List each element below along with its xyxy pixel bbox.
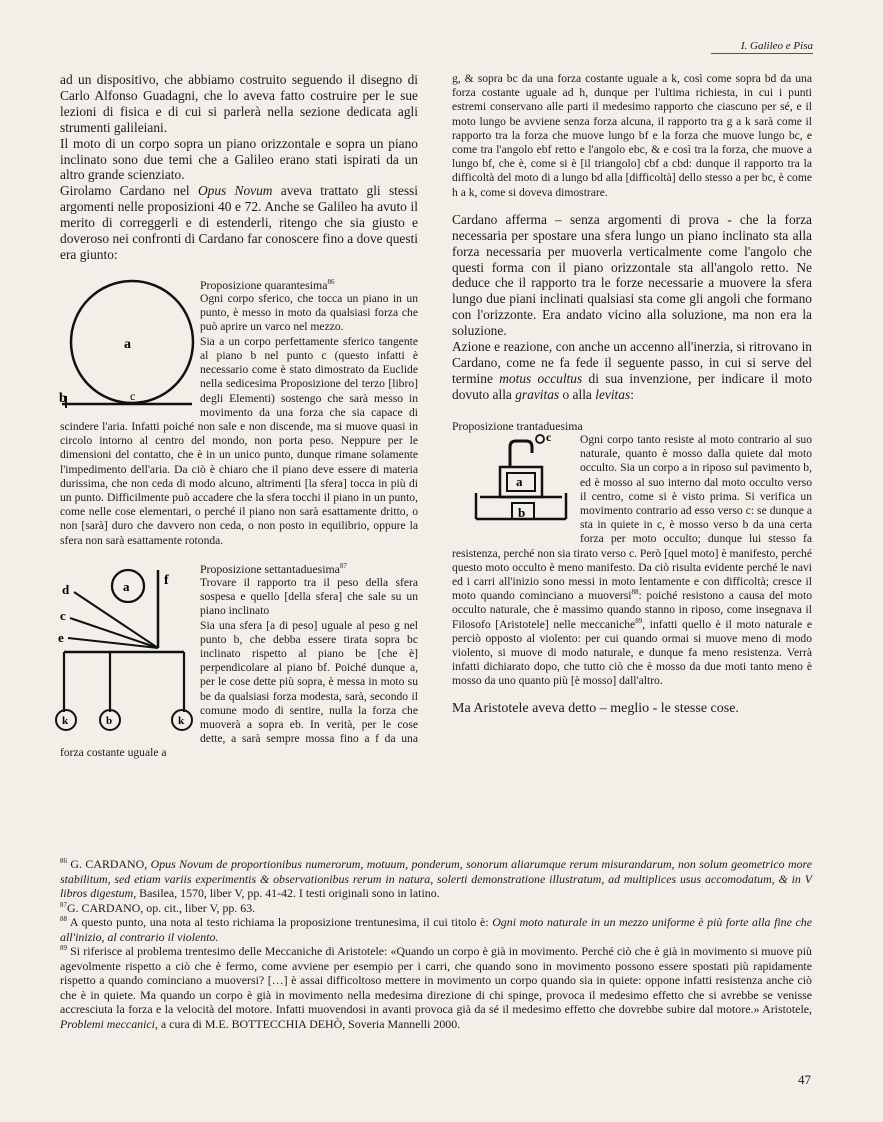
proposition-proof: Sia a un corpo perfettamente sferico tangente al piano b nel punto c (questo infatti è necessario come è stato dimostrato da Euclide nella sedicesima Proposizione del terzo [libro] degli Elementi) sostengo che sarà messo in movimento da una forza che sia capace di scindere l'aria. Infatti poiché non sale e non discende, ma si muove quasi in circolo intorno al centro del mondo, non porta peso. Neppure per le dimensioni del contatto, che è in un unico punto, dunque rimane solamente l'impedimento dell'aria. Da ciò è chiaro che il piano deve essere di materia durissima, che non ceda di modo alcuno, altrimenti [la sfera] tocca in più di un punto. Difficilmente può accadere che la sfera tocchi il piano in un punto, come nelle cose elementari, o perché il piano non sarà esattamente dritto, o non [sarà] duro che davvero non ceda, o non posto in equilibrio, oppure la sfera non sarà esattamente rotonda.: [60, 334, 418, 547]
footnote-88: $^{88}$ A questo punto, una nota al testo richiama la proposizione trentunesima, il cui titolo è: Ogni moto naturale in un mezzo uniforme è più forte alla fine che all'inizio, al contrario il violento.: [60, 915, 812, 944]
inclined-plane-weights-figure: [60, 562, 192, 732]
paragraph: Cardano afferma – senza argomenti di prova - che la forza necessaria per spostare una sfera lungo un piano inclinato sta alla forza necessaria per muoverla verticalmente come l'angolo che questi forma con il piano orizzontale sta all'angolo retto. Ne deduce che il rapporto tra le forze necessarie a muovere la sfera lungo due piani inclinati qualsiasi sta come gli angoli che formano con l'orizzonte. Era andato vicino alla soluzione, ma non era la soluzione.: [452, 211, 812, 339]
paragraph: ad un dispositivo, che abbiamo costruito seguendo il disegno di Carlo Alfonso Guadagni, che lo aveva fatto costruire per le sue lezioni di fisica e di cui si parlerà nella sezione dedicata agli strumenti galileiani.: [60, 72, 418, 135]
weight-label-2: b: [106, 714, 113, 727]
proposition-title: Proposizione settantaduesima$^{87}$: [200, 561, 347, 576]
figure-label-c: c: [60, 607, 66, 623]
footnote-87: $^{87}$G. CARDANO, op. cit., liber V, pp. 63.: [60, 900, 256, 915]
closing-sentence: Ma Aristotele aveva detto – meglio - le stesse cose.: [452, 700, 739, 716]
footnote-86: $^{86}$ G. CARDANO, Opus Novum de proportionibus numerorum, motuum, ponderum, sonorum aliarumque rerum misurandarum, non solum geometrico more stabilitum, sed etiam variis experimentis & observationibus rerum in natura, solerti demonstratione illustratum, ad multiplices usus accomodatum, & in V libros digestum, Basilea, 1570, liber V, pp. 41-42. I testi originali sono in latino.: [60, 857, 812, 900]
paragraph: Il moto di un corpo sopra un piano orizzontale e sopra un piano inclinato sono due temi che a Galileo erano stati ispirati da un altro grande scienziato.: [60, 135, 418, 183]
proposition-title: Proposizione trantaduesima: [452, 418, 583, 433]
figure-label-c: c: [546, 429, 552, 444]
proposition-40-block: [60, 278, 418, 548]
figure-label-a: a: [123, 578, 130, 594]
paragraph: Girolamo Cardano nel Opus Novum aveva trattato gli stessi argomenti nelle proposizioni 40 e 72. Anche se Galileo ha avuto il merito di correggerli e di estenderli, ritengo che sia giusto e doveroso nei confronti di Cardano far conoscere fino a dove questi era giunto:: [60, 183, 418, 262]
weight-label-3: k: [178, 714, 185, 727]
proposition-statement: Trovare il rapporto tra il peso della sfera sospesa e quello [della sfera] che sale su un piano inclinato: [200, 575, 418, 618]
figure-label-a: a: [516, 473, 523, 489]
paragraph: Azione e reazione, con anche un accenno all'inerzia, si ritrovano in Cardano, come ne fa fede il seguente passo, in cui si serve del termine motus occultus di sua invenzione, per indicare il moto dovuto alla gravitas o alla levitas:: [452, 339, 813, 402]
proposition-72-block: [60, 562, 418, 761]
proof-continuation: g, & sopra bc da una forza costante uguale a k, così come sopra bd da una forza costante uguale ad h, dunque per l'ultima richiesta, in cui i punti estremi conservano alle parti il medesimo rapporto che ciascuno per sé, e il moto lungo be avviene senza forza alcuna, il rapporto tra g a k sarà come il rapporto tra la forza che muove lungo bf e la forza che muove lungo bc, e come tra l'angolo ebf retto e l'angolo ebc, & e così tra la forza, che muove a lungo bf, che è, come si è [il triangolo] cbf a cbd: dunque il rapporto tra la difficoltà del moto di a lungo bd alla [difficoltà] dello stesso a per bc, è come h a k, come si doveva dimostrare.: [452, 72, 812, 199]
figure-label-a: a: [124, 336, 131, 352]
figure-label-c: c: [130, 388, 136, 403]
proposition-proof: Sia una sfera [a di peso] uguale al peso g nel punto b, che debba essere tirata sopra bc inclinato rispetto al piano be [che è] perpendicolare al piano bf. Poiché dunque a, per le cose dette più sopra, è messa in moto su be da qualsiasi forza modesta, sarà, secondo il comune modo di sentire, nulla la forza che muoverà a sopra eb. In verità, per le cose dette, a sarà sempre mossa fino a f da una forza costante uguale a: [60, 618, 418, 760]
proposition-31-block: [452, 419, 812, 689]
figure-label-b: b: [59, 390, 67, 406]
page-number: 47: [798, 1072, 811, 1087]
weight-label-1: k: [62, 714, 69, 727]
proposition-title: Proposizione quarantesima$^{86}$: [200, 277, 335, 292]
right-column: [452, 72, 812, 716]
figure-label-d: d: [62, 581, 70, 597]
figure-label-e: e: [58, 629, 64, 645]
running-header: I. Galileo e Pisa: [711, 40, 813, 54]
footnote-89: $^{89}$ Si riferisce al problema trentesimo delle Meccaniche di Aristotele: «Quando un corpo è già in movimento. Perché ciò che è già in movimento si muove più agevolmente rispetto a ciò che è fermo, come avviene per esempio per i carri, che quando sono in movimento possono essere spostati più rapidamente rispetto a quando cominciano a muoversi? […] è assai difficoltoso mettere in movimento un corpo quando sia in quiete: oppone infatti resistenza anche ciò che è in quiete. Ma quando un corpo è già in movimento nella medesima direzione di chi spinge, provoca il medesimo effetto che si avrebbe se venisse accresciuta la forza e la velocità del motore. Infatti muovendosi in avanti provoca già da sé il medesimo effetto che dovrebbe subire dal motore.» Aristotele, Problemi meccanici, a cura di M.E. BOTTECCHIA DEHÒ, Soveria Mannelli 2000.: [60, 944, 812, 1031]
figure-label-f: f: [164, 572, 169, 588]
sphere-on-plane-figure: [60, 278, 192, 416]
proposition-statement: Ogni corpo sferico, che tocca un piano in un punto, è messo in moto da qualsiasi forza che può aprire un varco nel mezzo.: [200, 292, 418, 334]
proposition-text: Ogni corpo tanto resiste al moto contrario al suo naturale, quanto è mosso dalla quiete dal moto occulto. Sia un corpo a in riposo sul pavimento b, ed è mosso al suo interno dal moto occulto verso il centro, come si è visto prima. Si verifica un movimento contrario ad esso verso c: se dunque a sta in quiete in c, è mosso verso b da una certa forza per moto occulto; dunque lui stesso fa resistenza, perché non sia tirato verso c. Però [quel moto] è manifesto, perché questo moto occulto è meno manifesto. Da ciò risulta evidente perché le navi ed i carri all'inizio sono messi in moto lentamente e con difficoltà; cresce il moto quando cominciano a muoversi$^{88}$: poiché resistono a causa del moto occulto naturale, che è massimo quando stanno in riposo, come insegnava il Filosofo [Aristotele] nelle meccaniche$^{89}$, infatti quello è il moto naturale e perciò opposto al violento: per cui quando ormai si muove meno di modo violento, si muove di modo naturale, e dunque fa meno resistenza. Verrà infatti dichiarato dopo, che tutto ciò che è mosso da due moti tanto meno è mosso da uno quanto più [è mosso] dall'altro.: [452, 432, 813, 688]
left-column: [60, 72, 418, 761]
body-on-floor-figure: [452, 429, 572, 531]
footnotes: [60, 857, 812, 1031]
figure-label-b: b: [518, 504, 526, 520]
